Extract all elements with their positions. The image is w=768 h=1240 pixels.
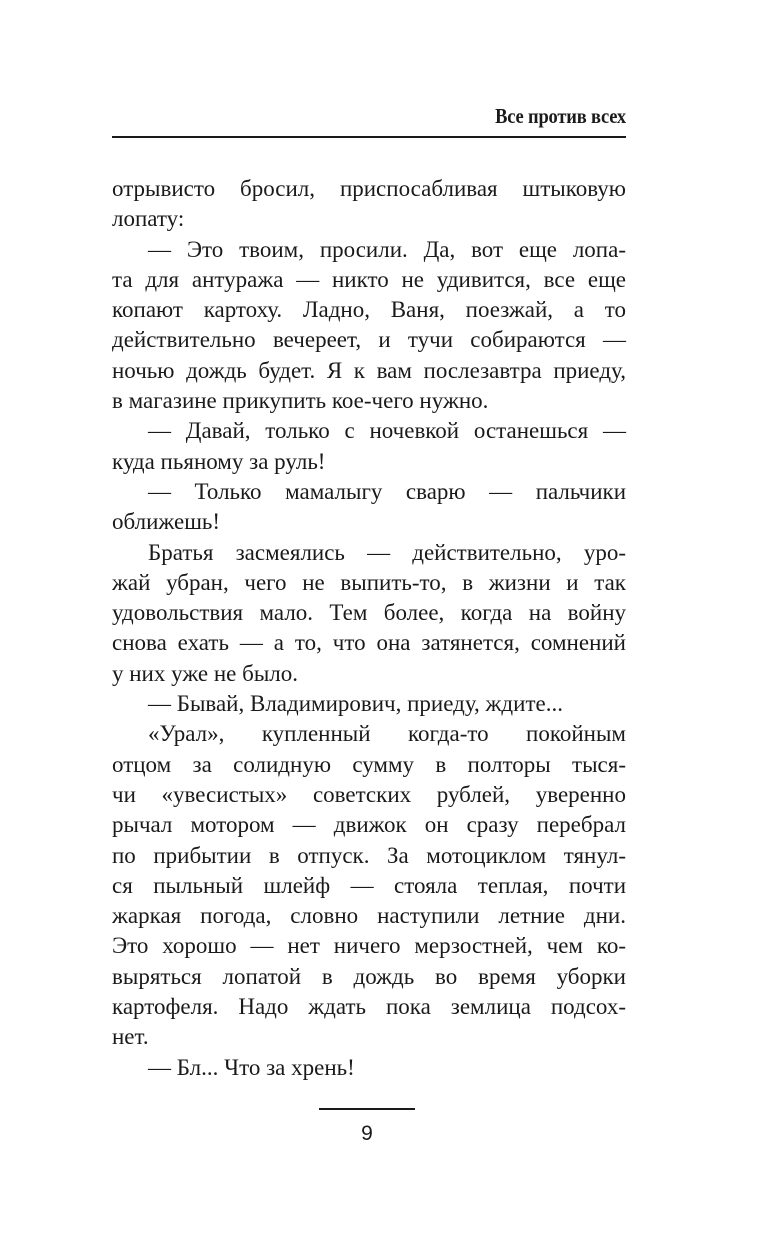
text-line: нет. xyxy=(112,1024,149,1050)
text-line: Это хорошо — нет ничего мерзостней, чем ко- xyxy=(112,933,626,959)
text-line: — Бл... Что за хрень! xyxy=(148,1054,355,1080)
text-line: отцом за солидную сумму в полторы тыся- xyxy=(112,751,626,777)
text-line: снова ехать — а то, что она затянется, сомнений xyxy=(112,630,626,656)
text-line: ся пыльный шлейф — стояла теплая, почти xyxy=(112,872,626,898)
page-number: 9 xyxy=(361,1122,373,1145)
text-line: «Урал», купленный когда-то покойным xyxy=(148,721,626,747)
text-line: действительно вечереет, и тучи собираются — xyxy=(112,327,626,353)
text-line: — Давай, только с ночевкой останешься — xyxy=(148,418,626,444)
running-head-title: Все против всех xyxy=(495,104,626,128)
text-line: оближешь! xyxy=(112,509,221,535)
text-line: рычал мотором — движок он сразу перебрал xyxy=(112,812,626,838)
text-line: — Только мамалыгу сварю — пальчики xyxy=(148,478,626,504)
header-divider xyxy=(112,136,626,138)
text-line: куда пьяному за руль! xyxy=(112,448,326,474)
text-line: чи «увесистых» советских рублей, уверенно xyxy=(112,781,626,807)
text-line: — Это твоим, просили. Да, вот еще лопа- xyxy=(148,236,626,262)
text-line: выряться лопатой в дождь во время уборки xyxy=(112,963,626,989)
text-line: отрывисто бросил, приспосабливая штыковую xyxy=(112,176,626,201)
text-line: копают картоху. Ладно, Ваня, поезжай, а то xyxy=(112,297,626,323)
text-line: у них уже не было. xyxy=(112,660,299,686)
text-line: по прибытии в отпуск. За мотоциклом тянул- xyxy=(112,842,626,868)
text-line: удовольствия мало. Тем более, когда на войну xyxy=(112,600,626,626)
text-line: в магазине прикупить кое-чего нужно. xyxy=(112,388,489,414)
text-line: жаркая погода, словно наступили летние дни. xyxy=(112,903,626,929)
text-line: — Бывай, Владимирович, приеду, ждите... xyxy=(148,691,563,717)
footer-divider xyxy=(319,1108,415,1110)
text-line: та для антуража — никто не удивится, все еще xyxy=(112,266,626,292)
text-line: лопату: xyxy=(112,206,185,232)
text-line: жай убран, чего не выпить-то, в жизни и так xyxy=(112,569,626,595)
body-text xyxy=(112,174,626,1083)
text-line: Братья засмеялись — действительно, уро- xyxy=(148,539,626,565)
text-line: картофеля. Надо ждать пока землица подсох- xyxy=(112,994,626,1020)
text-line: ночью дождь будет. Я к вам послезавтра приеду, xyxy=(112,357,626,383)
